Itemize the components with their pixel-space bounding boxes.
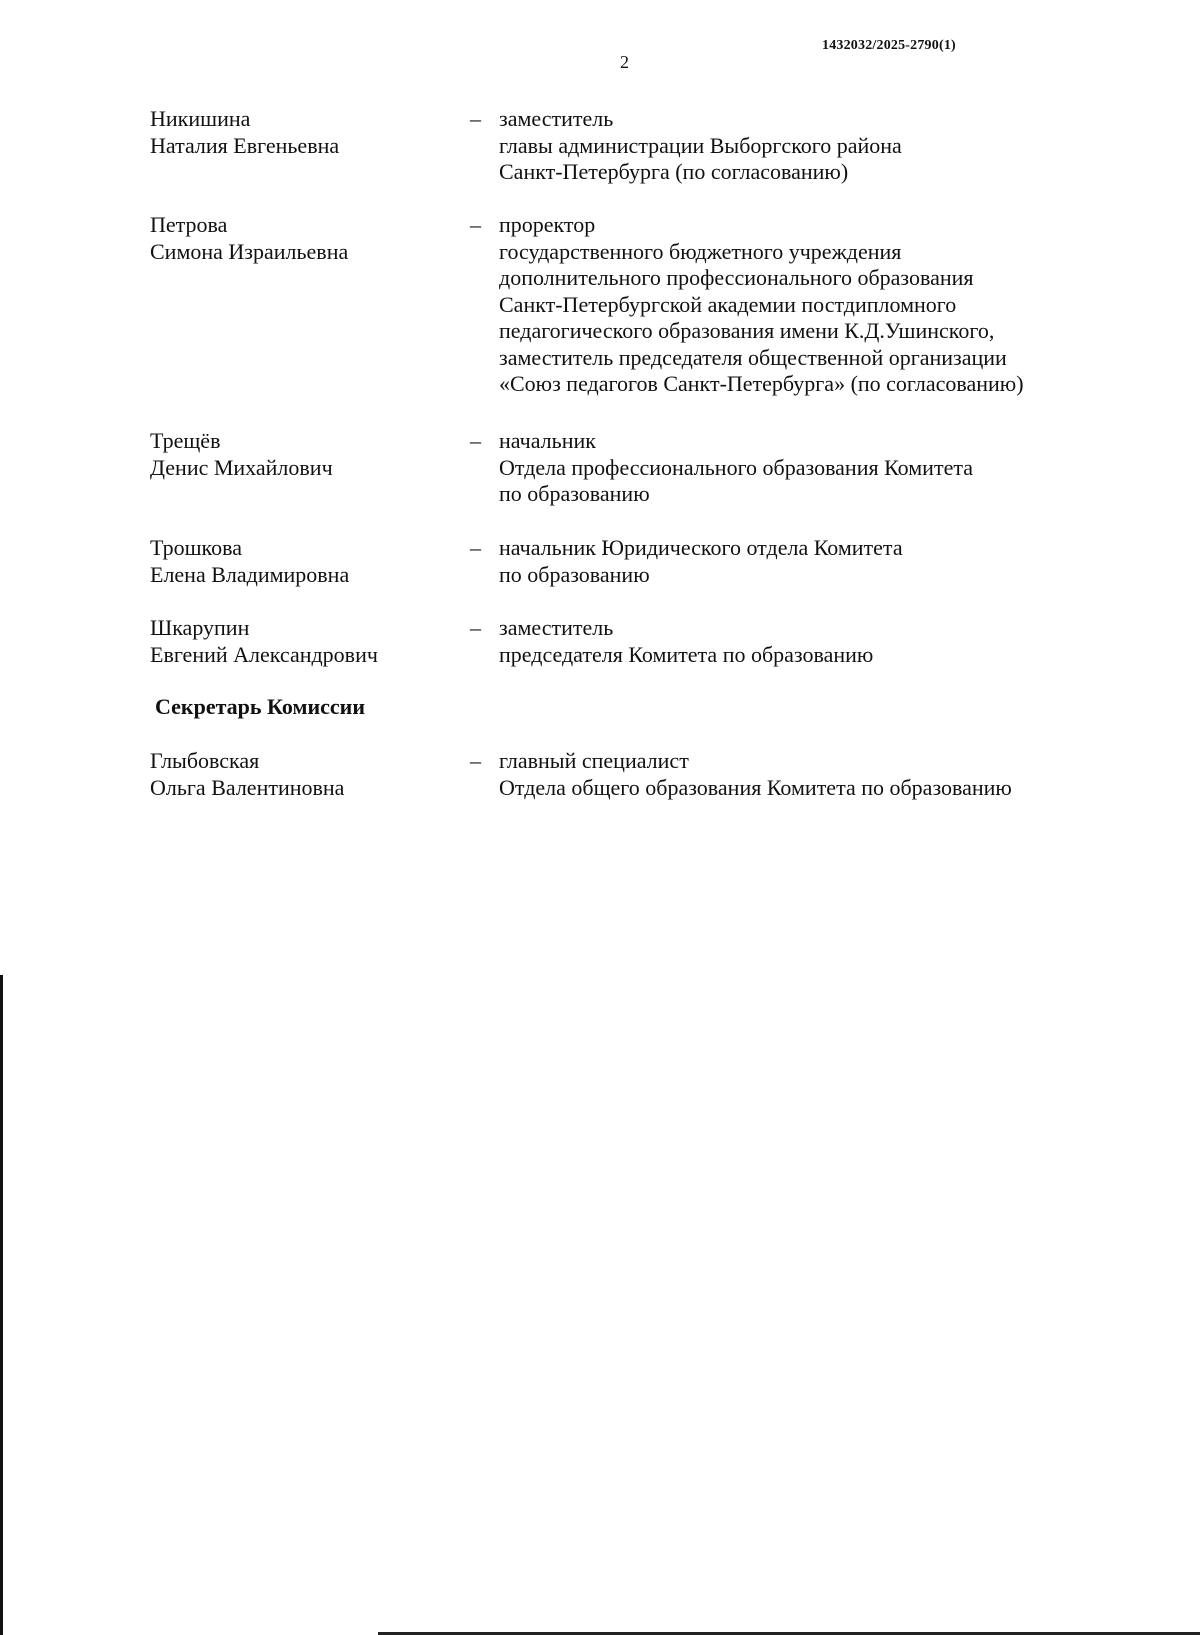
member-given-names: Ольга Валентиновна — [150, 774, 345, 800]
role-line: Санкт-Петербургской академии постдипломного — [499, 291, 957, 317]
member-given-names: Наталия Евгеньевна — [150, 132, 340, 158]
member-name — [150, 748, 450, 801]
secretary-heading: Секретарь Комиссии — [155, 694, 366, 719]
role-line: по образованию — [499, 561, 650, 587]
role-line: Отдела профессионального образования Комитета — [499, 454, 973, 480]
role-line: «Союз педагогов Санкт-Петербурга» (по согласованию) — [499, 371, 1024, 396]
member-given-names: Евгений Александрович — [150, 641, 378, 667]
member-name — [150, 212, 450, 265]
role-line: педагогического образования имени К.Д.Ушинского, — [499, 318, 995, 343]
member-surname: Петрова — [150, 212, 228, 237]
role-line: главы администрации Выборгского района — [499, 132, 902, 158]
document-number: 1432032/2025-2790(1) — [822, 38, 956, 53]
member-name — [150, 615, 450, 668]
member-given-names: Симона Израильевна — [150, 238, 349, 264]
member-role — [499, 212, 1109, 398]
member-name — [150, 428, 450, 481]
role-line: проректор — [499, 212, 596, 237]
dash-separator: – — [470, 106, 481, 131]
role-line: начальник Юридического отдела Комитета — [499, 535, 903, 560]
role-line: начальник — [499, 428, 596, 453]
dash-separator: – — [470, 535, 481, 560]
role-line: Санкт-Петербурга (по согласованию) — [499, 159, 849, 184]
role-line: председателя Комитета по образованию — [499, 641, 874, 667]
member-name — [150, 535, 450, 588]
scan-edge-left — [0, 975, 3, 1635]
member-given-names: Елена Владимировна — [150, 561, 350, 587]
dash-separator: – — [470, 748, 481, 773]
member-name — [150, 106, 450, 159]
dash-separator: – — [470, 212, 481, 237]
member-surname: Трещёв — [150, 428, 221, 453]
role-line: дополнительного профессионального образования — [499, 265, 974, 290]
role-line: заместитель — [499, 106, 614, 131]
role-line: заместитель — [499, 615, 614, 640]
member-given-names: Денис Михайлович — [150, 454, 333, 480]
member-role — [499, 535, 1109, 588]
member-role — [499, 615, 1109, 668]
role-line: заместитель председателя общественной организации — [499, 344, 1007, 370]
member-role — [499, 748, 1109, 801]
member-surname: Шкарупин — [150, 615, 250, 640]
page-number: 2 — [620, 52, 629, 72]
member-surname: Трошкова — [150, 535, 242, 560]
dash-separator: – — [470, 615, 481, 640]
member-surname: Никишина — [150, 106, 251, 131]
role-line: Отдела общего образования Комитета по образованию — [499, 774, 1012, 800]
dash-separator: – — [470, 428, 481, 453]
role-line: по образованию — [499, 481, 650, 506]
role-line: главный специалист — [499, 748, 689, 773]
role-line: государственного бюджетного учреждения — [499, 238, 902, 264]
member-role — [499, 106, 1109, 186]
member-surname: Глыбовская — [150, 748, 260, 773]
member-role — [499, 428, 1109, 508]
